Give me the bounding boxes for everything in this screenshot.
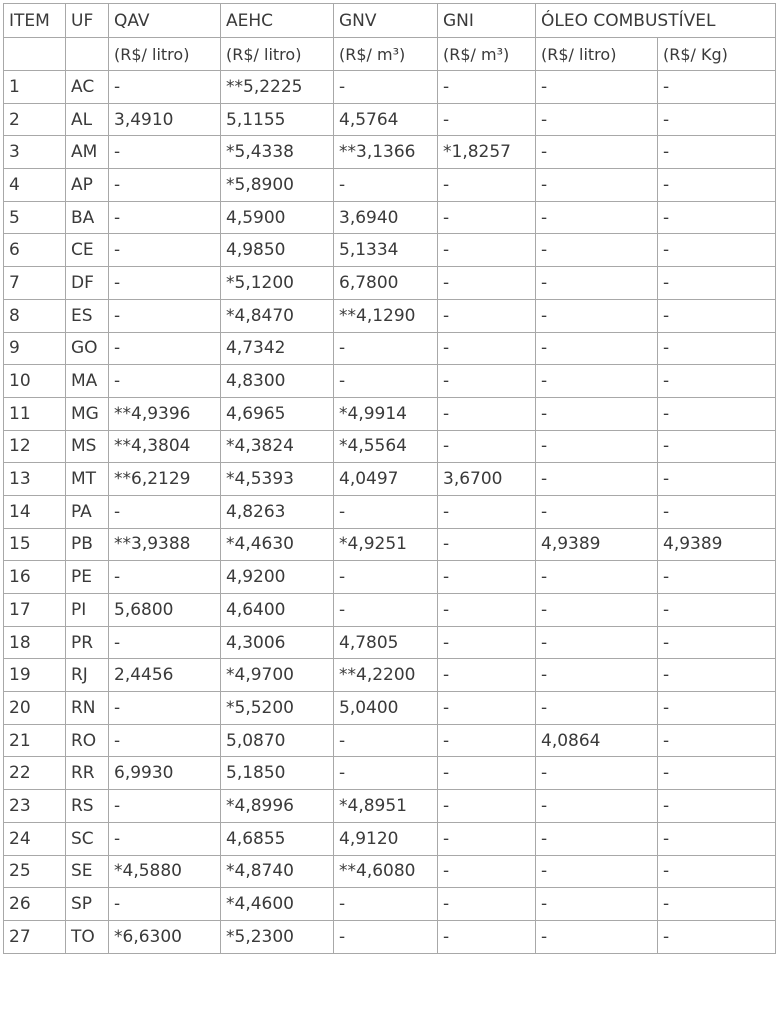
cell-oleo-litro: - [536,201,658,234]
header-row [4,4,776,38]
cell-gnv: 4,5764 [334,103,438,136]
cell-gni: - [438,299,536,332]
cell-gni: - [438,169,536,202]
cell-gnv: - [334,561,438,594]
cell-item: 25 [4,855,66,888]
cell-gni: - [438,724,536,757]
cell-oleo-litro: - [536,659,658,692]
unit-qav: (R$/ litro) [109,38,221,71]
cell-gnv: - [334,724,438,757]
cell-oleo-kg: - [658,103,776,136]
cell-oleo-litro: - [536,234,658,267]
cell-qav: - [109,332,221,365]
cell-item: 13 [4,463,66,496]
cell-oleo-kg: - [658,724,776,757]
cell-item: 19 [4,659,66,692]
cell-oleo-litro: - [536,888,658,921]
cell-qav: **4,9396 [109,397,221,430]
cell-gni: - [438,234,536,267]
cell-oleo-litro: - [536,71,658,104]
cell-aehc: *5,5200 [221,692,334,725]
cell-gni: - [438,659,536,692]
cell-gni: - [438,757,536,790]
cell-qav: - [109,234,221,267]
table-row [4,561,776,594]
table-row [4,136,776,169]
cell-uf: RO [66,724,109,757]
cell-item: 10 [4,365,66,398]
cell-item: 11 [4,397,66,430]
cell-qav: 2,4456 [109,659,221,692]
cell-gnv: - [334,365,438,398]
table-row [4,920,776,953]
table-row [4,365,776,398]
cell-qav: - [109,822,221,855]
cell-item: 9 [4,332,66,365]
cell-oleo-litro: - [536,692,658,725]
cell-item: 14 [4,495,66,528]
table-row [4,299,776,332]
unit-item [4,38,66,71]
cell-uf: MT [66,463,109,496]
cell-oleo-kg: - [658,822,776,855]
cell-uf: ES [66,299,109,332]
unit-aehc: (R$/ litro) [221,38,334,71]
header-gni: GNI [438,4,536,38]
header-aehc: AEHC [221,4,334,38]
cell-oleo-litro: - [536,397,658,430]
cell-uf: AP [66,169,109,202]
cell-aehc: 4,6400 [221,594,334,627]
cell-oleo-litro: - [536,463,658,496]
cell-item: 27 [4,920,66,953]
cell-aehc: 4,5900 [221,201,334,234]
table-row [4,332,776,365]
cell-oleo-kg: - [658,855,776,888]
cell-oleo-litro: - [536,430,658,463]
header-oleo-combustivel: ÓLEO COMBUSTÍVEL [536,4,776,38]
cell-qav: - [109,365,221,398]
cell-uf: PR [66,626,109,659]
cell-qav: - [109,626,221,659]
cell-aehc: 4,8300 [221,365,334,398]
cell-aehc: *5,4338 [221,136,334,169]
unit-gnv: (R$/ m³) [334,38,438,71]
cell-uf: TO [66,920,109,953]
cell-qav: **4,3804 [109,430,221,463]
cell-oleo-litro: - [536,169,658,202]
cell-gni: - [438,888,536,921]
table-row [4,397,776,430]
cell-item: 18 [4,626,66,659]
cell-aehc: *4,4600 [221,888,334,921]
cell-oleo-litro: - [536,594,658,627]
cell-oleo-kg: - [658,692,776,725]
cell-aehc: 4,7342 [221,332,334,365]
cell-oleo-litro: 4,0864 [536,724,658,757]
header-gnv: GNV [334,4,438,38]
table-row [4,790,776,823]
table-row [4,692,776,725]
cell-oleo-kg: - [658,201,776,234]
cell-qav: 3,4910 [109,103,221,136]
cell-item: 7 [4,267,66,300]
table-row [4,855,776,888]
table-row [4,169,776,202]
cell-oleo-kg: - [658,299,776,332]
cell-oleo-kg: - [658,463,776,496]
cell-aehc: *4,8470 [221,299,334,332]
cell-aehc: 5,1850 [221,757,334,790]
cell-uf: RS [66,790,109,823]
table-row [4,463,776,496]
cell-aehc: *4,8740 [221,855,334,888]
cell-uf: CE [66,234,109,267]
cell-gni: - [438,201,536,234]
cell-aehc: *5,2300 [221,920,334,953]
cell-oleo-kg: - [658,659,776,692]
cell-uf: MG [66,397,109,430]
cell-oleo-litro: - [536,626,658,659]
cell-gni: - [438,332,536,365]
cell-oleo-litro: - [536,757,658,790]
cell-oleo-litro: - [536,103,658,136]
cell-qav: 5,6800 [109,594,221,627]
cell-uf: SC [66,822,109,855]
unit-uf [66,38,109,71]
cell-aehc: **5,2225 [221,71,334,104]
cell-uf: PI [66,594,109,627]
cell-aehc: 4,6855 [221,822,334,855]
cell-qav: - [109,495,221,528]
cell-uf: GO [66,332,109,365]
cell-oleo-litro: - [536,495,658,528]
price-table-container [3,3,775,954]
cell-oleo-kg: - [658,430,776,463]
cell-qav: - [109,790,221,823]
units-row [4,38,776,71]
cell-item: 4 [4,169,66,202]
cell-uf: PB [66,528,109,561]
table-row [4,888,776,921]
cell-gni: *1,8257 [438,136,536,169]
cell-aehc: 4,9850 [221,234,334,267]
cell-aehc: *4,9700 [221,659,334,692]
cell-gni: - [438,528,536,561]
table-row [4,626,776,659]
cell-oleo-litro: 4,9389 [536,528,658,561]
cell-qav: *6,6300 [109,920,221,953]
cell-gnv: - [334,920,438,953]
cell-oleo-kg: - [658,561,776,594]
unit-gni: (R$/ m³) [438,38,536,71]
cell-gnv: 6,7800 [334,267,438,300]
cell-oleo-litro: - [536,332,658,365]
unit-oleo-litro: (R$/ litro) [536,38,658,71]
cell-gnv: 4,7805 [334,626,438,659]
cell-gnv: 4,9120 [334,822,438,855]
table-row [4,234,776,267]
cell-gnv: 3,6940 [334,201,438,234]
cell-gnv: - [334,757,438,790]
cell-gnv: 5,1334 [334,234,438,267]
cell-qav: - [109,169,221,202]
cell-oleo-litro: - [536,855,658,888]
cell-gnv: - [334,495,438,528]
header-item: ITEM [4,4,66,38]
cell-oleo-litro: - [536,822,658,855]
cell-aehc: 4,6965 [221,397,334,430]
unit-oleo-kg: (R$/ Kg) [658,38,776,71]
cell-item: 24 [4,822,66,855]
cell-gni: - [438,822,536,855]
cell-item: 12 [4,430,66,463]
cell-qav: **3,9388 [109,528,221,561]
header-uf: UF [66,4,109,38]
cell-oleo-kg: - [658,397,776,430]
cell-gni: 3,6700 [438,463,536,496]
table-body [4,71,776,954]
cell-oleo-litro: - [536,299,658,332]
cell-gnv: **3,1366 [334,136,438,169]
table-row [4,103,776,136]
cell-aehc: 5,0870 [221,724,334,757]
cell-oleo-litro: - [536,561,658,594]
cell-item: 26 [4,888,66,921]
table-row [4,201,776,234]
cell-gni: - [438,103,536,136]
cell-qav: **6,2129 [109,463,221,496]
cell-gni: - [438,692,536,725]
cell-qav: - [109,561,221,594]
cell-gni: - [438,626,536,659]
cell-item: 6 [4,234,66,267]
cell-gni: - [438,920,536,953]
cell-oleo-kg: - [658,234,776,267]
table-row [4,822,776,855]
cell-qav: *4,5880 [109,855,221,888]
cell-qav: - [109,71,221,104]
cell-gnv: - [334,71,438,104]
cell-qav: - [109,299,221,332]
cell-gni: - [438,495,536,528]
cell-oleo-kg: - [658,594,776,627]
cell-oleo-kg: - [658,332,776,365]
cell-gni: - [438,561,536,594]
cell-item: 3 [4,136,66,169]
cell-gnv: *4,8951 [334,790,438,823]
cell-item: 1 [4,71,66,104]
cell-oleo-kg: - [658,267,776,300]
cell-gni: - [438,397,536,430]
cell-gnv: **4,2200 [334,659,438,692]
cell-oleo-kg: 4,9389 [658,528,776,561]
cell-uf: MS [66,430,109,463]
cell-aehc: 5,1155 [221,103,334,136]
cell-uf: RJ [66,659,109,692]
cell-item: 2 [4,103,66,136]
cell-aehc: *5,1200 [221,267,334,300]
cell-gni: - [438,594,536,627]
cell-item: 20 [4,692,66,725]
cell-gnv: *4,9251 [334,528,438,561]
cell-qav: - [109,201,221,234]
cell-uf: DF [66,267,109,300]
cell-uf: RR [66,757,109,790]
cell-aehc: *4,3824 [221,430,334,463]
cell-uf: BA [66,201,109,234]
cell-gni: - [438,790,536,823]
table-row [4,659,776,692]
table-row [4,430,776,463]
cell-uf: AL [66,103,109,136]
cell-qav: 6,9930 [109,757,221,790]
cell-gni: - [438,267,536,300]
cell-item: 8 [4,299,66,332]
header-qav: QAV [109,4,221,38]
cell-aehc: 4,9200 [221,561,334,594]
cell-aehc: *5,8900 [221,169,334,202]
cell-oleo-kg: - [658,626,776,659]
cell-gnv: - [334,594,438,627]
cell-item: 15 [4,528,66,561]
cell-oleo-litro: - [536,920,658,953]
cell-aehc: *4,4630 [221,528,334,561]
cell-gni: - [438,71,536,104]
table-row [4,528,776,561]
cell-gnv: **4,6080 [334,855,438,888]
table-row [4,757,776,790]
cell-gnv: - [334,332,438,365]
cell-uf: SP [66,888,109,921]
cell-uf: PA [66,495,109,528]
cell-aehc: 4,8263 [221,495,334,528]
cell-qav: - [109,888,221,921]
cell-item: 22 [4,757,66,790]
cell-oleo-kg: - [658,169,776,202]
cell-gnv: *4,9914 [334,397,438,430]
cell-item: 5 [4,201,66,234]
cell-oleo-kg: - [658,71,776,104]
cell-oleo-kg: - [658,136,776,169]
cell-oleo-litro: - [536,267,658,300]
cell-uf: AC [66,71,109,104]
cell-gnv: **4,1290 [334,299,438,332]
cell-uf: SE [66,855,109,888]
cell-qav: - [109,136,221,169]
cell-item: 21 [4,724,66,757]
cell-gni: - [438,855,536,888]
cell-item: 23 [4,790,66,823]
cell-qav: - [109,267,221,300]
table-row [4,71,776,104]
cell-oleo-kg: - [658,495,776,528]
cell-gnv: *4,5564 [334,430,438,463]
cell-gni: - [438,365,536,398]
cell-gnv: - [334,169,438,202]
cell-gnv: 4,0497 [334,463,438,496]
cell-oleo-litro: - [536,136,658,169]
cell-uf: PE [66,561,109,594]
cell-qav: - [109,724,221,757]
cell-oleo-kg: - [658,790,776,823]
table-row [4,724,776,757]
cell-item: 16 [4,561,66,594]
cell-item: 17 [4,594,66,627]
cell-oleo-kg: - [658,365,776,398]
cell-qav: - [109,692,221,725]
table-row [4,594,776,627]
cell-uf: RN [66,692,109,725]
cell-gnv: - [334,888,438,921]
cell-uf: AM [66,136,109,169]
cell-oleo-litro: - [536,365,658,398]
cell-gni: - [438,430,536,463]
cell-oleo-kg: - [658,920,776,953]
table-row [4,495,776,528]
cell-gnv: 5,0400 [334,692,438,725]
table-row [4,267,776,300]
cell-oleo-litro: - [536,790,658,823]
cell-oleo-kg: - [658,888,776,921]
cell-aehc: 4,3006 [221,626,334,659]
cell-uf: MA [66,365,109,398]
cell-aehc: *4,5393 [221,463,334,496]
fuel-price-table [3,3,776,954]
cell-aehc: *4,8996 [221,790,334,823]
cell-oleo-kg: - [658,757,776,790]
